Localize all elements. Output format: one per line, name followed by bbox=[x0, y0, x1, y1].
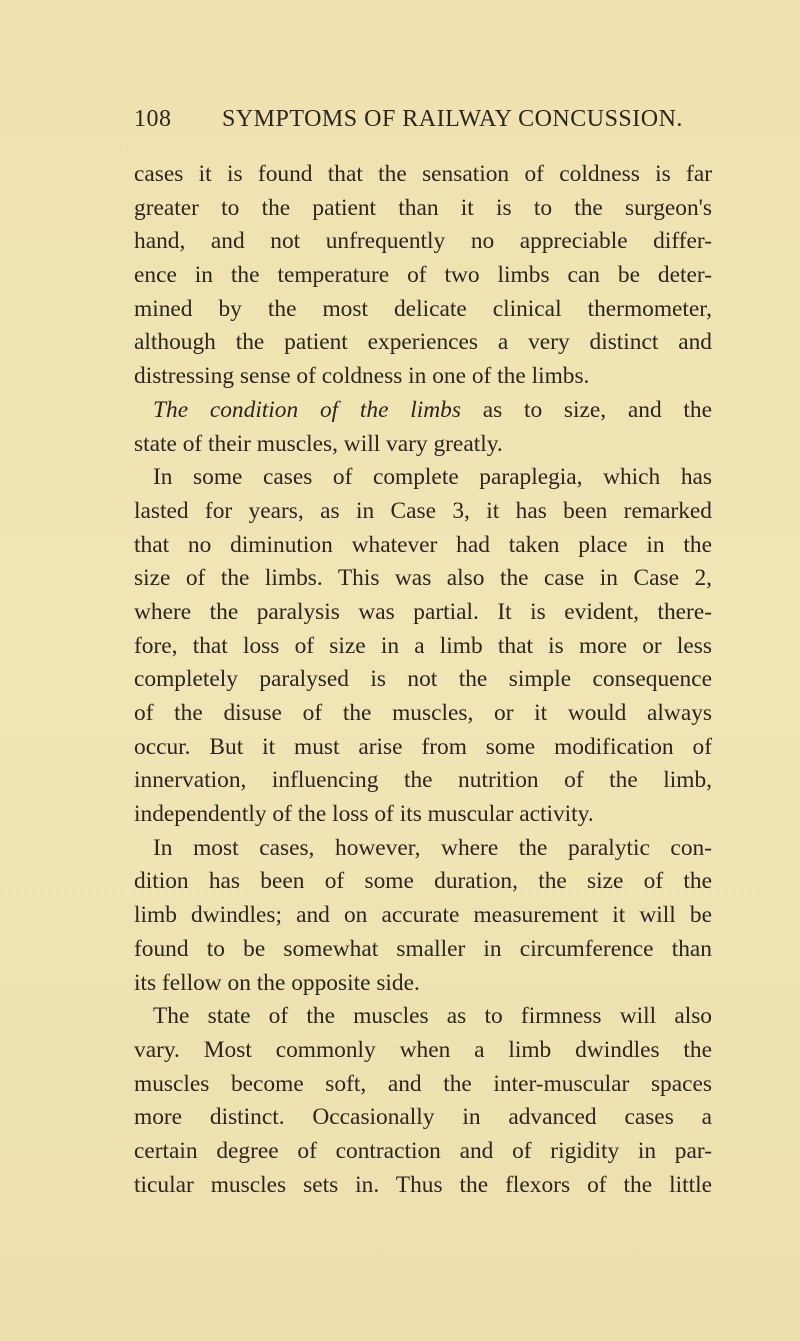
page-number: 108 bbox=[134, 106, 172, 132]
text-line: its fellow on the opposite side. bbox=[134, 969, 420, 996]
text-line-with-italic bbox=[134, 394, 712, 428]
text-line: dition has been of some duration, the size of the bbox=[134, 868, 712, 895]
text-line: greater to the patient than it is to the surgeon's bbox=[134, 194, 712, 221]
text-line: vary. Most commonly when a limb dwindles the bbox=[134, 1036, 712, 1063]
text-line: innervation, influencing the nutrition of the limb, bbox=[134, 767, 712, 794]
text-line: fore, that loss of size in a limb that is more or less bbox=[134, 632, 712, 659]
text-line: completely paralysed is not the simple consequence bbox=[134, 666, 712, 693]
text-line: where the paralysis was partial. It is evident, there- bbox=[134, 598, 712, 625]
text-line: that no diminution whatever had taken place in the bbox=[134, 531, 712, 558]
text-line: state of their muscles, will vary greatly. bbox=[134, 430, 503, 457]
italic-heading-phrase: The condition of the limbs bbox=[153, 396, 461, 423]
text-line: mined by the most delicate clinical thermometer, bbox=[134, 295, 712, 322]
text-line: In most cases, however, where the paralytic con- bbox=[153, 834, 712, 861]
text-line: hand, and not unfrequently no appreciable differ- bbox=[134, 228, 712, 255]
running-title: SYMPTOMS OF RAILWAY CONCUSSION. bbox=[222, 106, 683, 132]
text-line: In some cases of complete paraplegia, which has bbox=[153, 464, 712, 491]
text-line: The state of the muscles as to firmness will also bbox=[153, 1003, 712, 1030]
text-line: independently of the loss of its muscular activity. bbox=[134, 801, 594, 828]
text-line: found to be somewhat smaller in circumference than bbox=[134, 935, 712, 962]
text-line: muscles become soft, and the inter-muscular spaces bbox=[134, 1070, 712, 1097]
text-line: although the patient experiences a very distinct and bbox=[134, 329, 712, 356]
text-line: cases it is found that the sensation of coldness is far bbox=[134, 161, 712, 187]
text-line: more distinct. Occasionally in advanced cases a bbox=[134, 1104, 712, 1131]
text-line: ticular muscles sets in. Thus the flexors of the little bbox=[134, 1171, 712, 1198]
text-line: occur. But it must arise from some modification of bbox=[134, 733, 712, 760]
text-line: ence in the temperature of two limbs can be deter- bbox=[134, 262, 712, 289]
text-line: lasted for years, as in Case 3, it has been remarked bbox=[134, 497, 712, 524]
text-line-tail: as to size, and the bbox=[482, 396, 712, 423]
text-line: of the disuse of the muscles, or it would always bbox=[134, 700, 712, 726]
text-line: certain degree of contraction and of rigidity in par- bbox=[134, 1137, 712, 1164]
page-header bbox=[134, 106, 714, 140]
text-line: size of the limbs. This was also the case in Case 2, bbox=[134, 565, 712, 592]
text-line: limb dwindles; and on accurate measurement it will be bbox=[134, 902, 712, 929]
body-text bbox=[134, 158, 712, 1202]
text-line: distressing sense of coldness in one of the limbs. bbox=[134, 363, 590, 390]
